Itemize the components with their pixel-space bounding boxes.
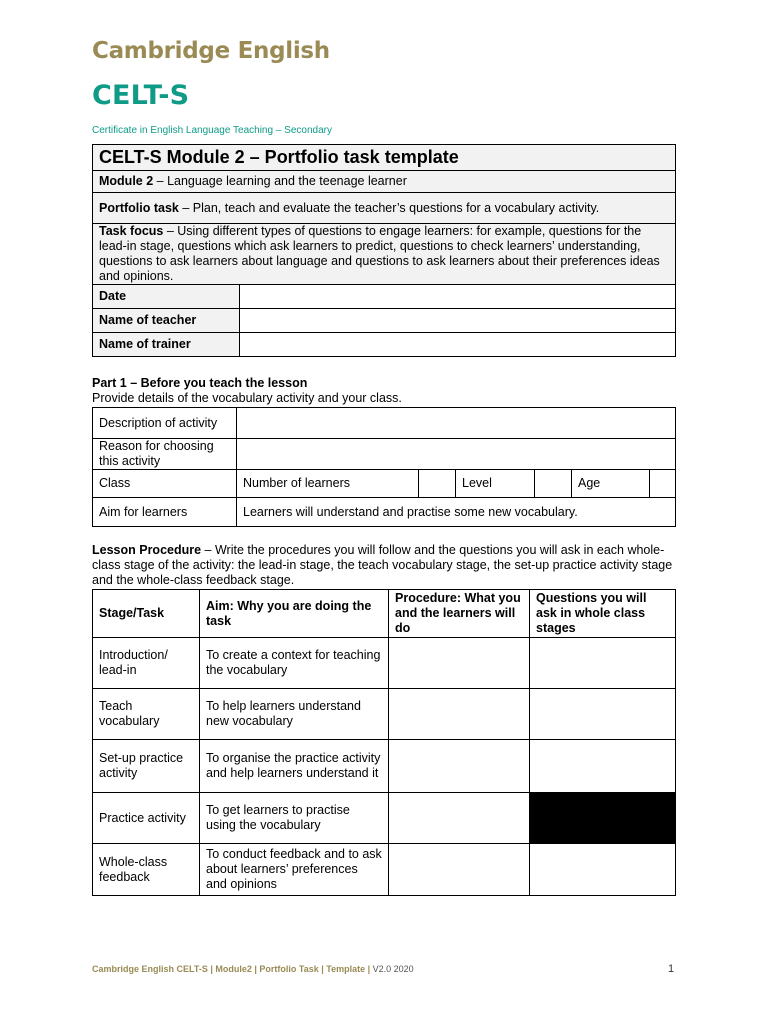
procedure-field[interactable]: [389, 689, 530, 740]
aim-cell: To conduct feedback and to ask about learners’ preferences and opinions: [200, 844, 389, 896]
page-number: 1: [668, 963, 675, 975]
number-of-learners-field[interactable]: [419, 470, 456, 498]
module-row: [93, 171, 676, 193]
page-footer: [92, 964, 414, 974]
date-field[interactable]: [240, 285, 676, 309]
procedure-field[interactable]: [389, 638, 530, 689]
stage-cell: Whole-class feedback: [93, 844, 200, 896]
procedure-field[interactable]: [389, 793, 530, 844]
questions-field[interactable]: [530, 844, 676, 896]
description-field[interactable]: [237, 408, 676, 439]
footer-text: Cambridge English CELT-S | Module2 | Portfolio Task | Template |: [92, 964, 371, 974]
stage-cell: Set-up practice activity: [93, 740, 200, 793]
aim-header: Aim: Why you are doing the task: [200, 590, 389, 638]
table-row: [93, 689, 676, 740]
lesson-procedure-table: [92, 589, 676, 896]
level-label: Level: [456, 470, 535, 498]
aim-text: Learners will understand and practise some new vocabulary.: [237, 498, 676, 527]
questions-field[interactable]: [530, 740, 676, 793]
stage-cell: Practice activity: [93, 793, 200, 844]
questions-header: Questions you will ask in whole class stages: [530, 590, 676, 638]
stage-task-header: Stage/Task: [93, 590, 200, 638]
reason-label: Reason for choosing this activity: [93, 439, 237, 470]
part1-instruction: Provide details of the vocabulary activity and your class.: [92, 391, 402, 405]
procedure-header: Procedure: What you and the learners will do: [389, 590, 530, 638]
aim-cell: To get learners to practise using the vocabulary: [200, 793, 389, 844]
trainer-label: Name of trainer: [93, 333, 240, 357]
class-label: Class: [93, 470, 237, 498]
document-title: CELT-S Module 2 – Portfolio task template: [93, 145, 676, 171]
portfolio-task-label: Portfolio task: [99, 200, 179, 215]
product-tagline: Certificate in English Language Teaching – Secondary: [92, 125, 332, 136]
stage-cell: Teach vocabulary: [93, 689, 200, 740]
activity-details-table: [92, 407, 676, 527]
procedure-heading: Lesson Procedure: [92, 543, 202, 557]
footer-version: V2.0 2020: [370, 964, 414, 974]
table-row: [93, 844, 676, 896]
reason-field[interactable]: [237, 439, 676, 470]
procedure-field[interactable]: [389, 844, 530, 896]
questions-field[interactable]: [530, 689, 676, 740]
trainer-name-field[interactable]: [240, 333, 676, 357]
module-text: – Language learning and the teenage learner: [153, 174, 407, 188]
questions-cell-blacked-out: [530, 793, 676, 844]
portfolio-header-table: [92, 144, 676, 357]
age-label: Age: [572, 470, 650, 498]
table-row: [93, 740, 676, 793]
task-focus-label: Task focus: [99, 224, 164, 238]
cambridge-english-logo: [92, 38, 332, 136]
procedure-instruction: [92, 543, 676, 588]
procedure-field[interactable]: [389, 740, 530, 793]
number-of-learners-label: Number of learners: [237, 470, 419, 498]
portfolio-task-text: – Plan, teach and evaluate the teacher’s questions for a vocabulary activity.: [178, 200, 600, 215]
age-field[interactable]: [650, 470, 676, 498]
module-label: Module 2: [99, 174, 154, 188]
aim-cell: To organise the practice activity and help learners understand it: [200, 740, 389, 793]
teacher-label: Name of teacher: [93, 309, 240, 333]
teacher-name-field[interactable]: [240, 309, 676, 333]
level-field[interactable]: [535, 470, 572, 498]
date-label: Date: [93, 285, 240, 309]
table-row: [93, 638, 676, 689]
part1-heading: Part 1 – Before you teach the lesson: [92, 376, 308, 390]
product-name: CELT-S: [92, 80, 190, 111]
aim-label: Aim for learners: [93, 498, 237, 527]
aim-cell: To help learners understand new vocabulary: [200, 689, 389, 740]
table-row: [93, 793, 676, 844]
task-focus-text: – Using different types of questions to engage learners: for example, questions for the lead-in stage, questions which ask learners to predict, questions to check learners’ understanding, questions to ask learners about language and questions to ask learners about their preferences ideas and opinions.: [99, 224, 660, 283]
aim-cell: To create a context for teaching the vocabulary: [200, 638, 389, 689]
stage-cell: Introduction/ lead-in: [93, 638, 200, 689]
task-focus-row: [93, 224, 676, 285]
procedure-text: – Write the procedures you will follow and the questions you will ask in each whole-class stage of the activity: the lead-in stage, the teach vocabulary stage, the set-up practice activity stage and the whole-class feedback stage.: [92, 543, 673, 587]
brand-name: Cambridge English: [92, 38, 330, 64]
questions-field[interactable]: [530, 638, 676, 689]
portfolio-task-row: [93, 193, 676, 224]
description-label: Description of activity: [93, 408, 237, 439]
